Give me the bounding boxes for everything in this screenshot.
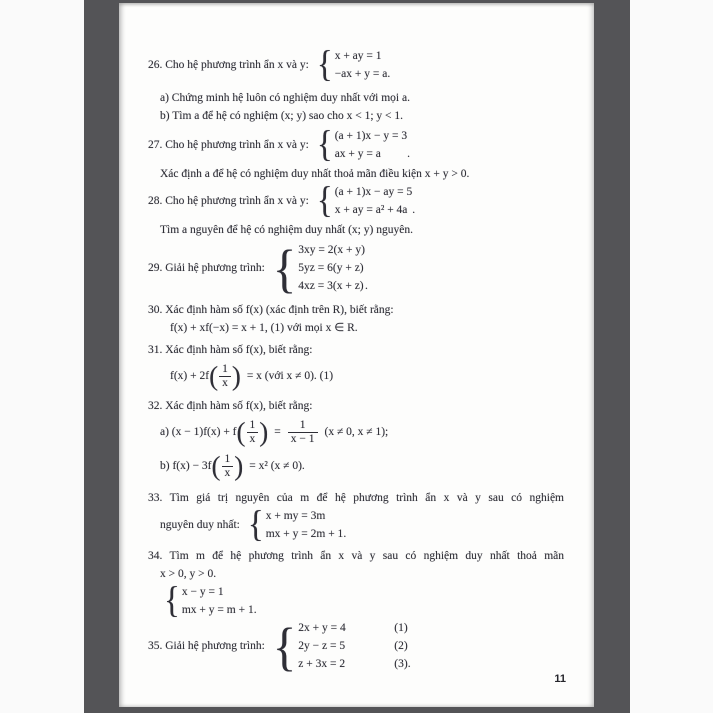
problem-26 [148, 44, 564, 85]
problem-26-item-b: b) Tìm a để hệ có nghiệm (x; y) sao cho x < 1; y < 1. [160, 110, 404, 122]
fraction [247, 419, 259, 446]
fraction-numerator: 1 [224, 452, 231, 465]
left-brace-icon: { [316, 124, 333, 165]
problem-33-system-row [148, 504, 564, 545]
problem-32a-condition: (x ≠ 0, x ≠ 1); [324, 426, 389, 438]
problem-33-label: nguyên duy nhất: [160, 519, 240, 531]
left-brace-icon: { [247, 504, 264, 545]
problem-26-equation-1: x + ay = 1 [334, 50, 382, 62]
period: . [412, 204, 416, 216]
fraction-numerator: 1 [299, 418, 306, 431]
left-brace-icon: { [272, 616, 297, 676]
problem-32-intro: 32. Xác định hàm số f(x), biết rằng: [148, 400, 313, 412]
problem-33-equation-1: x + my = 3m [265, 510, 326, 522]
fraction-denominator: x [219, 376, 231, 390]
problem-31-formula [148, 359, 564, 393]
problem-27-note: Xác định a để hệ có nghiệm duy nhất thoả mãn điều kiện x + y > 0. [160, 168, 470, 180]
page-number: 11 [554, 673, 566, 685]
problem-28-intro: 28. Cho hệ phương trình ẩn x và y: [148, 195, 309, 207]
period: . [407, 148, 411, 160]
problem-27-intro: 27. Cho hệ phương trình ẩn x và y: [148, 139, 309, 151]
problem-29-equation-3: 4xz = 3(x + z) [298, 280, 364, 292]
problem-35-eqnum-1: (1) [394, 622, 408, 634]
problem-35 [148, 616, 564, 676]
problem-30-intro: 30. Xác định hàm số f(x) (xác định trên R), biết rằng: [148, 304, 394, 316]
problem-34-equation-1: x − y = 1 [181, 586, 224, 598]
problem-29 [148, 238, 564, 298]
left-brace-icon: { [316, 180, 333, 221]
equals-sign: = [274, 426, 281, 438]
problem-33-equation-2: mx + y = 2m + 1 [265, 528, 344, 540]
problem-35-equation-2: 2y − z = 5 [298, 640, 346, 652]
fraction [222, 453, 234, 480]
problem-34-line1: 34. Tìm m để hệ phương trình ẩn x và y sau có nghiệm duy nhất thoả mãn [148, 550, 564, 562]
page-content [148, 44, 564, 676]
problem-33-system [247, 504, 347, 545]
problem-32-item-b [148, 449, 564, 483]
problem-28-note: Tìm a nguyên để hệ có nghiệm duy nhất (x; y) nguyên. [160, 224, 413, 236]
problem-35-eqnum-3: (3) [394, 658, 408, 670]
problem-28-system [316, 180, 416, 221]
problem-30-formula: f(x) + xf(−x) = x + 1, (1) với mọi x ∈ R. [170, 322, 358, 334]
problem-26-system [316, 44, 391, 85]
problem-29-intro: 29. Giải hệ phương trình: [148, 262, 265, 274]
problem-27-equation-2: ax + y = a [334, 148, 381, 160]
problem-26-equation-2: −ax + y = a [334, 68, 388, 80]
period: . [253, 604, 257, 616]
problem-28-equation-2: x + ay = a² + 4a [334, 204, 408, 216]
problem-35-system [272, 616, 411, 676]
problem-29-equation-2: 5yz = 6(y + z) [298, 262, 364, 274]
problem-32a-lhs: a) (x − 1)f(x) + f [160, 426, 237, 438]
fraction-denominator: x [222, 466, 234, 480]
fraction-numerator: 1 [249, 418, 256, 431]
left-paren-icon: ( [209, 360, 219, 391]
problem-34-equation-2: mx + y = m + 1 [181, 604, 254, 616]
problem-35-equation-3: z + 3x = 2 [298, 658, 346, 670]
period: . [387, 68, 391, 80]
problem-34-system-row [148, 580, 564, 621]
problem-27 [148, 124, 564, 165]
problem-35-intro: 35. Giải hệ phương trình: [148, 640, 265, 652]
problem-31-rhs: = x (với x ≠ 0). (1) [246, 370, 334, 382]
left-brace-icon: { [316, 44, 333, 85]
fraction [288, 419, 318, 446]
problem-26-item-a: a) Chứng minh hệ luôn có nghiệm duy nhất với mọi a. [160, 92, 410, 104]
problem-35-eqnum-2: (2) [394, 640, 408, 652]
left-paren-icon: ( [236, 416, 246, 447]
problem-29-system [272, 238, 368, 298]
fraction-numerator: 1 [222, 362, 228, 375]
page-photo-background [84, 0, 630, 713]
problem-28-equation-1: (a + 1)x − ay = 5 [334, 186, 413, 198]
problem-32b-lhs: b) f(x) − 3f [160, 460, 212, 472]
problem-29-equation-1: 3xy = 2(x + y) [298, 244, 365, 256]
fraction-denominator: x [247, 432, 259, 446]
problem-27-equation-1: (a + 1)x − y = 3 [334, 130, 408, 142]
right-paren-icon: ) [259, 416, 269, 447]
problem-35-equation-1: 2x + y = 4 [298, 622, 346, 634]
fraction [219, 363, 231, 390]
period: . [343, 528, 347, 540]
right-paren-icon: ) [231, 360, 241, 391]
left-paren-icon: ( [211, 450, 221, 481]
problem-31-intro: 31. Xác định hàm số f(x), biết rằng: [148, 344, 313, 356]
problem-27-system [316, 124, 411, 165]
left-brace-icon: { [164, 580, 180, 621]
document-page [119, 3, 594, 707]
right-paren-icon: ) [234, 450, 244, 481]
problem-31-lhs: f(x) + 2f [170, 370, 210, 382]
problem-26-intro: 26. Cho hệ phương trình ẩn x và y: [148, 59, 309, 71]
problem-34-line2: x > 0, y > 0. [160, 568, 217, 580]
problem-32-item-a [148, 415, 564, 449]
problem-32b-rhs: = x² (x ≠ 0). [249, 460, 305, 472]
fraction-denominator: x − 1 [288, 432, 318, 446]
left-brace-icon: { [272, 238, 297, 298]
problem-34-system [164, 580, 257, 621]
period: . [407, 658, 411, 670]
problem-33-line1: 33. Tìm giá trị nguyên của m để hệ phương trình ẩn x và y sau có nghiệm [148, 492, 564, 504]
problem-28 [148, 180, 564, 221]
period: . [364, 280, 368, 292]
